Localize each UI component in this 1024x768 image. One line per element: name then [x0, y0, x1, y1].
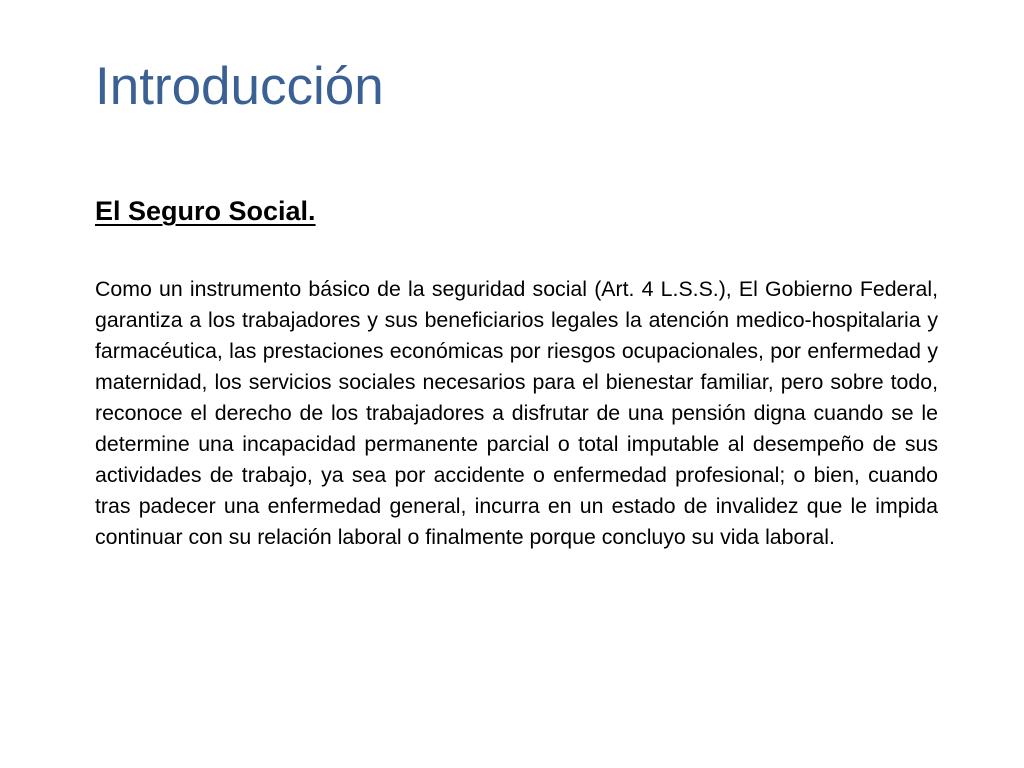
slide-body-text: Como un instrumento básico de la seguridad social (Art. 4 L.S.S.), El Gobierno Federal, garantiza a los trabajadores y sus beneficiarios legales la atención medico-hospitalaria y farmacéutica, las prestaciones económicas por riesgos ocupacionales, por enfermedad y maternidad, los servicios sociales necesarios para el bienestar familiar, pero sobre todo, reconoce el derecho de los trabajadores a disfrutar de una pensión digna cuando se le determine una incapacidad permanente parcial o total imputable al desempeño de sus actividades de trabajo, ya sea por accidente o enfermedad profesional; o bien, cuando tras padecer una enfermedad general, incurra en un estado de invalidez que le impida continuar con su relación laboral o finalmente porque concluyo su vida laboral.	[95, 277, 938, 549]
slide-subtitle: El Seguro Social.	[95, 196, 316, 226]
slide-title: Introducción	[95, 57, 384, 116]
